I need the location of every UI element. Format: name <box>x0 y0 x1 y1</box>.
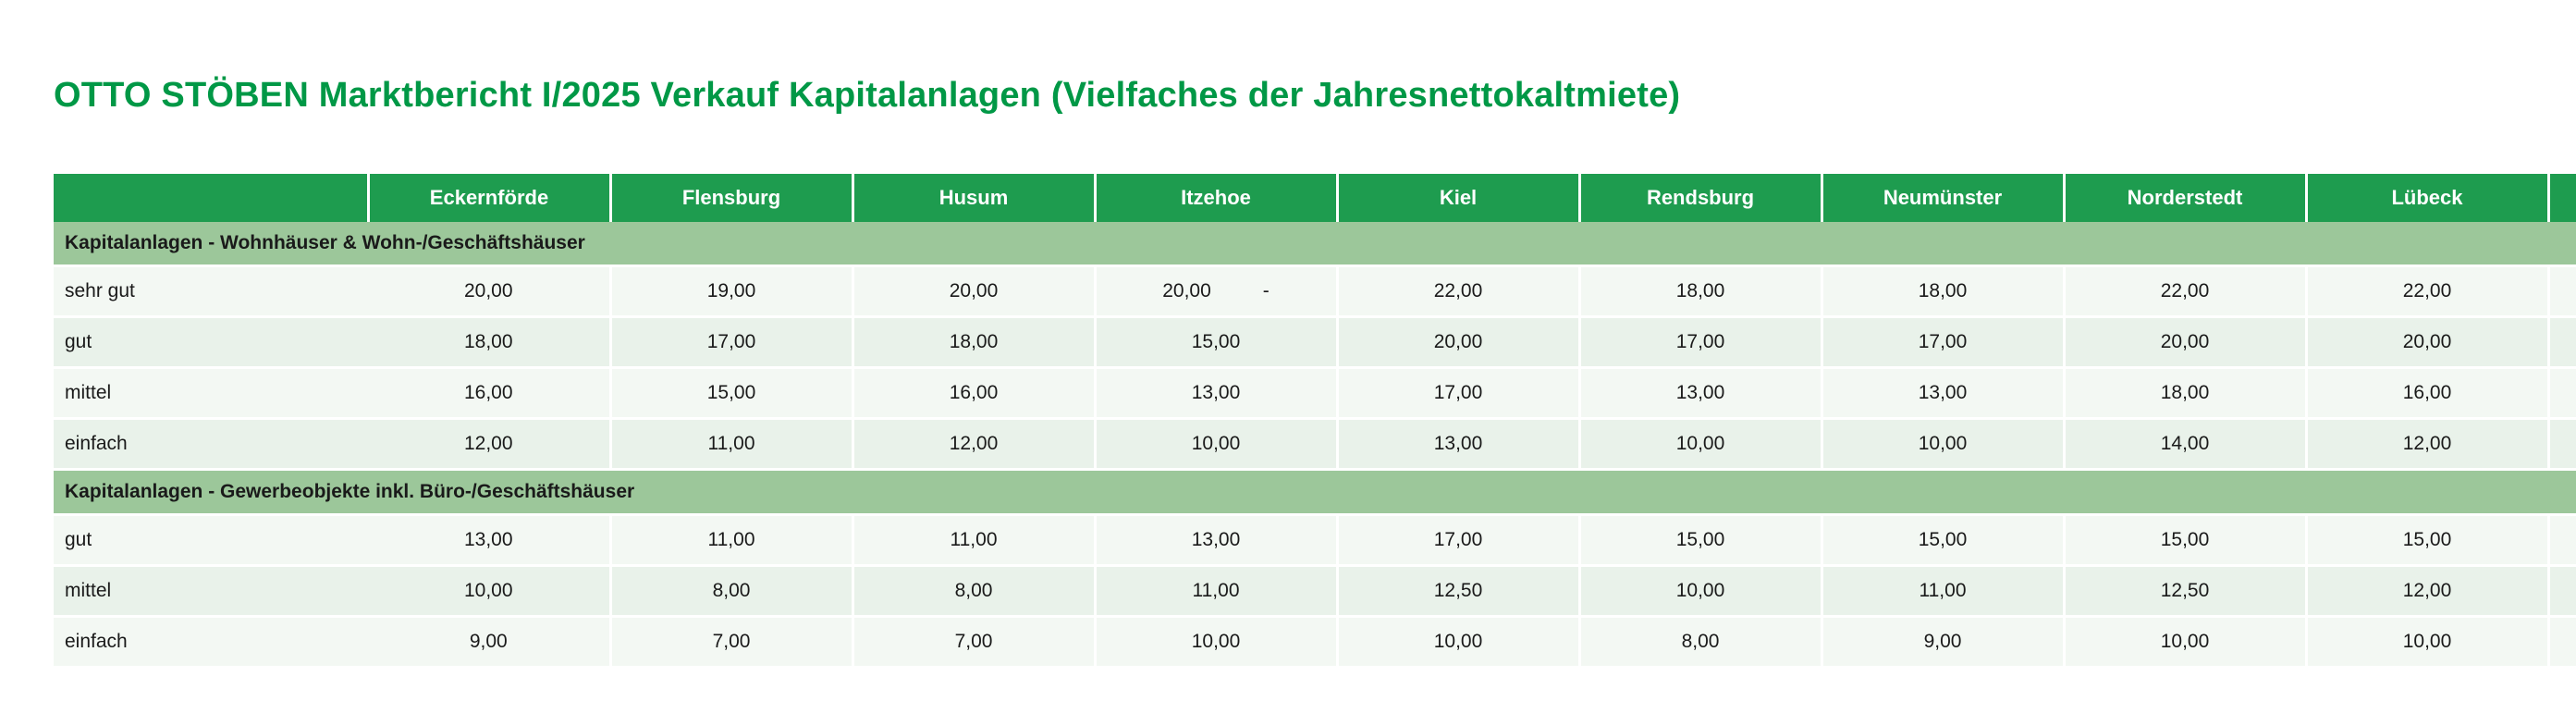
cell-norderstedt: 14,00 <box>2064 419 2306 470</box>
column-header-itzehoe: Itzehoe <box>1095 174 1337 222</box>
cell-trailing <box>2548 617 2576 668</box>
cell-itzehoe: 15,00 <box>1095 317 1337 368</box>
cell-luebeck: 16,00 <box>2306 368 2548 419</box>
cell-kiel: 20,00 <box>1337 317 1579 368</box>
column-header-kiel: Kiel <box>1337 174 1579 222</box>
row-label: sehr gut <box>54 266 368 317</box>
cell-norderstedt: 18,00 <box>2064 368 2306 419</box>
table-row <box>54 368 2576 419</box>
cell-itzehoe: 13,00 <box>1095 515 1337 566</box>
cell-itzehoe: 10,00 <box>1095 419 1337 470</box>
cell-norderstedt: 22,00 <box>2064 266 2306 317</box>
cell-trailing <box>2548 566 2576 617</box>
row-label: einfach <box>54 419 368 470</box>
column-header-luebeck: Lübeck <box>2306 174 2548 222</box>
cell-norderstedt: 10,00 <box>2064 617 2306 668</box>
row-label: gut <box>54 515 368 566</box>
table-row <box>54 266 2576 317</box>
cell-norderstedt: 15,00 <box>2064 515 2306 566</box>
cell-luebeck: 10,00 <box>2306 617 2548 668</box>
table-row <box>54 617 2576 668</box>
cell-husum: 11,00 <box>853 515 1095 566</box>
column-header-blank <box>54 174 368 222</box>
table-row <box>54 419 2576 470</box>
section-title-wohnhaeuser: Kapitalanlagen - Wohnhäuser & Wohn-/Geschäftshäuser <box>54 222 2576 266</box>
cell-eckernfoerde: 20,00 <box>368 266 610 317</box>
cell-kiel: 22,00 <box>1337 266 1579 317</box>
cell-eckernfoerde: 10,00 <box>368 566 610 617</box>
cell-rendsburg: 18,00 <box>1579 266 1822 317</box>
cell-kiel: 12,50 <box>1337 566 1579 617</box>
cell-husum: 20,00 <box>853 266 1095 317</box>
cell-trailing <box>2548 266 2576 317</box>
cell-norderstedt: 20,00 <box>2064 317 2306 368</box>
cell-trailing <box>2548 419 2576 470</box>
cell-itzehoe-value: 20,00 <box>1162 280 1211 301</box>
column-header-husum: Husum <box>853 174 1095 222</box>
table-body <box>54 222 2576 668</box>
cell-husum: 16,00 <box>853 368 1095 419</box>
cell-luebeck: 20,00 <box>2306 317 2548 368</box>
cell-norderstedt: 12,50 <box>2064 566 2306 617</box>
cell-itzehoe-dash: - <box>1262 280 1270 301</box>
cell-neumuenster: 10,00 <box>1822 419 2064 470</box>
cell-eckernfoerde: 18,00 <box>368 317 610 368</box>
row-label: einfach <box>54 617 368 668</box>
cell-husum: 18,00 <box>853 317 1095 368</box>
cell-luebeck: 12,00 <box>2306 566 2548 617</box>
section-header-row <box>54 222 2576 266</box>
column-header-flensburg: Flensburg <box>610 174 853 222</box>
column-header-eckernfoerde: Eckernförde <box>368 174 610 222</box>
cell-eckernfoerde: 16,00 <box>368 368 610 419</box>
cell-husum: 8,00 <box>853 566 1095 617</box>
cell-neumuenster: 15,00 <box>1822 515 2064 566</box>
cell-rendsburg: 17,00 <box>1579 317 1822 368</box>
cell-husum: 7,00 <box>853 617 1095 668</box>
cell-rendsburg: 10,00 <box>1579 419 1822 470</box>
cell-rendsburg: 15,00 <box>1579 515 1822 566</box>
section-header-row <box>54 470 2576 515</box>
cell-neumuenster: 18,00 <box>1822 266 2064 317</box>
row-label: gut <box>54 317 368 368</box>
cell-rendsburg: 8,00 <box>1579 617 1822 668</box>
cell-kiel: 17,00 <box>1337 515 1579 566</box>
cell-neumuenster: 11,00 <box>1822 566 2064 617</box>
page-title: OTTO STÖBEN Marktbericht I/2025 Verkauf Kapitalanlagen (Vielfaches der Jahresnettokaltmiete) <box>54 76 1681 115</box>
cell-kiel: 13,00 <box>1337 419 1579 470</box>
table-row <box>54 515 2576 566</box>
row-label: mittel <box>54 368 368 419</box>
cell-itzehoe: 13,00 <box>1095 368 1337 419</box>
cell-flensburg: 11,00 <box>610 419 853 470</box>
cell-neumuenster: 13,00 <box>1822 368 2064 419</box>
cell-trailing <box>2548 368 2576 419</box>
column-header-neumuenster: Neumünster <box>1822 174 2064 222</box>
cell-flensburg: 8,00 <box>610 566 853 617</box>
cell-itzehoe <box>1095 266 1337 317</box>
cell-eckernfoerde: 12,00 <box>368 419 610 470</box>
cell-flensburg: 17,00 <box>610 317 853 368</box>
cell-flensburg: 7,00 <box>610 617 853 668</box>
market-report-table <box>54 174 2576 669</box>
market-report-table-container <box>54 174 2524 669</box>
cell-trailing <box>2548 515 2576 566</box>
table-header-row <box>54 174 2576 222</box>
table-header <box>54 174 2576 222</box>
row-label: mittel <box>54 566 368 617</box>
cell-trailing <box>2548 317 2576 368</box>
cell-flensburg: 19,00 <box>610 266 853 317</box>
column-header-trailing <box>2548 174 2576 222</box>
cell-husum: 12,00 <box>853 419 1095 470</box>
section-title-gewerbeobjekte: Kapitalanlagen - Gewerbeobjekte inkl. Büro-/Geschäftshäuser <box>54 470 2576 515</box>
cell-kiel: 10,00 <box>1337 617 1579 668</box>
cell-neumuenster: 9,00 <box>1822 617 2064 668</box>
cell-kiel: 17,00 <box>1337 368 1579 419</box>
cell-luebeck: 12,00 <box>2306 419 2548 470</box>
table-row <box>54 317 2576 368</box>
cell-luebeck: 22,00 <box>2306 266 2548 317</box>
column-header-norderstedt: Norderstedt <box>2064 174 2306 222</box>
column-header-rendsburg: Rendsburg <box>1579 174 1822 222</box>
cell-eckernfoerde: 9,00 <box>368 617 610 668</box>
cell-itzehoe: 11,00 <box>1095 566 1337 617</box>
cell-luebeck: 15,00 <box>2306 515 2548 566</box>
table-row <box>54 566 2576 617</box>
cell-neumuenster: 17,00 <box>1822 317 2064 368</box>
cell-flensburg: 15,00 <box>610 368 853 419</box>
cell-itzehoe: 10,00 <box>1095 617 1337 668</box>
cell-rendsburg: 13,00 <box>1579 368 1822 419</box>
cell-eckernfoerde: 13,00 <box>368 515 610 566</box>
cell-flensburg: 11,00 <box>610 515 853 566</box>
cell-rendsburg: 10,00 <box>1579 566 1822 617</box>
